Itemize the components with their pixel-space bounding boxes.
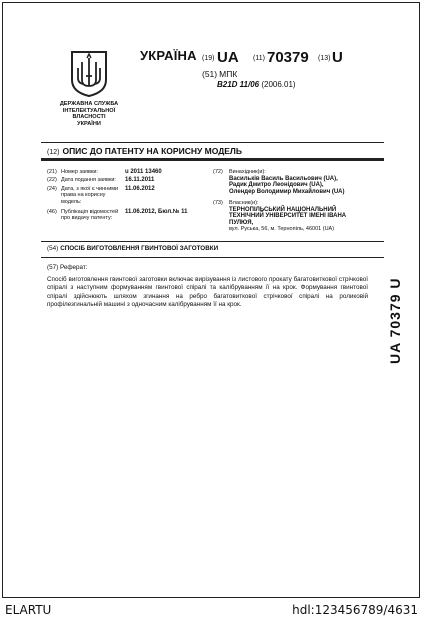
field-code: (24) [47, 186, 57, 192]
title-code: (54) [47, 245, 59, 252]
field-code: (21) [47, 169, 57, 175]
doc-title-text: ОПИС ДО ПАТЕНТУ НА КОРИСНУ МОДЕЛЬ [62, 146, 242, 156]
mpk-label: МПК [219, 69, 238, 79]
divider-title [41, 158, 384, 161]
code-11: (11) [253, 55, 265, 62]
country-name: УКРАЇНА [140, 48, 197, 63]
divider-54 [41, 241, 384, 242]
abstract-heading: (57) Реферат: [47, 264, 88, 271]
field-72 [213, 169, 383, 199]
ipc-class: B21D 11/06 [217, 80, 260, 89]
code-51: (51) [202, 69, 218, 79]
code-19: (19) [202, 55, 215, 62]
field-21 [47, 169, 217, 177]
field-value: u 2011 13460 [125, 169, 162, 175]
inventors-label: Винахідник(и): [229, 169, 266, 175]
country-code: UA [217, 49, 239, 66]
title-text: СПОСІБ ВИГОТОВЛЕННЯ ГВИНТОВОЇ ЗАГОТОВКИ [60, 245, 219, 252]
owner-name: ТЕХНІЧНИЙ УНІВЕРСИТЕТ ІМЕНІ ІВАНА [229, 213, 347, 220]
field-code: (22) [47, 177, 57, 183]
abstract-text: Спосіб виготовлення гвинтової заготовки включає вирізування із листового прокату багатовиткової стрічкової спіралі з наступним формуванням гвинтової спіралі та калібруванням її на крок. Формування гвинтової спіралі здійснюють шляхом згинання на ребро багатовиткової стрічкової спіралі на роликовій профілезгинальній машині з одночасним калібруванням її на крок. [47, 276, 368, 309]
mpk-line [202, 69, 237, 79]
field-24 [47, 186, 217, 206]
ipc-version: (2006.01) [261, 80, 296, 89]
side-label-wrapper [387, 277, 403, 364]
coat-of-arms-icon [70, 50, 108, 98]
divider-57 [41, 257, 384, 258]
divider-top [41, 142, 384, 143]
field-22 [47, 177, 217, 185]
field-value: 11.06.2012 [125, 186, 155, 192]
side-label: UA 70379 U [387, 277, 403, 364]
document-kind: U [332, 49, 343, 66]
document-number: 70379 [267, 49, 309, 66]
inventor-name: Васильків Василь Васильович (UA), [229, 175, 338, 182]
owner-name: ПУЛЮЯ, [229, 219, 254, 226]
owner-address: вул. Руська, 56, м. Тернопіль, 46001 (UA) [229, 226, 335, 233]
field-label: Дата подання заявки: [61, 177, 116, 183]
ipc-line [217, 80, 296, 89]
field-label: Дата, з якої є чинними права на корисну модель: [61, 186, 119, 205]
field-46 [47, 209, 217, 223]
doc-title-code: (12) [47, 149, 60, 156]
document-title [47, 146, 242, 156]
footer-left-label: ELARTU [5, 603, 52, 617]
field-label: Номер заявки: [61, 169, 98, 175]
agency-name: ДЕРЖАВНА СЛУЖБА ІНТЕЛЕКТУАЛЬНОЇ ВЛАСНОСТІ УКРАЇНИ [59, 101, 119, 127]
field-value: 11.06.2012, Бюл.№ 11 [125, 209, 188, 215]
owner-label: Власник(и): [229, 200, 259, 206]
field-code: (46) [47, 209, 57, 215]
field-code: (72) [213, 169, 223, 175]
code-13: (13) [318, 55, 331, 62]
footer-right-label: hdl:123456789/4631 [292, 603, 418, 617]
inventor-name: Олендер Володимир Михайлович (UA) [229, 188, 345, 195]
field-label: Публікація відомостей про видачу патенту: [61, 209, 119, 222]
owner-name: ТЕРНОПІЛЬСЬКИЙ НАЦІОНАЛЬНИЙ [229, 206, 337, 213]
field-73 [213, 200, 383, 240]
field-value: 16.11.2011 [125, 177, 155, 183]
field-code: (73) [213, 200, 223, 206]
utility-model-title [47, 245, 218, 252]
inventor-name: Радик Дмитро Леонідович (UA), [229, 182, 324, 189]
